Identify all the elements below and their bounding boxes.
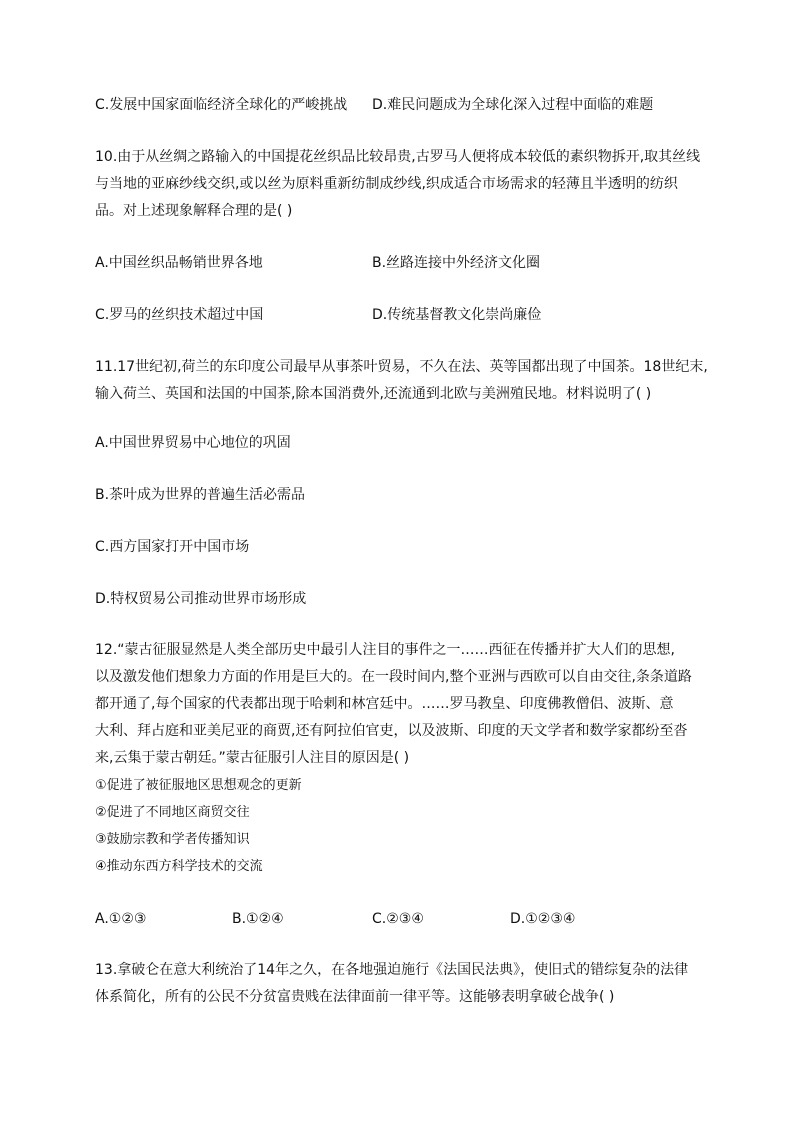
q10-stem-line-1: 10.由于从丝绸之路输入的中国提花丝织品比较昂贵,古罗马人便将成本较低的素织物拆开,取其丝线 — [95, 149, 701, 165]
q12-stem-line-3: 都开通了,每个国家的代表都出现于哈剌和林宫廷中。……罗马教皇、印度佛教僧侣、波斯、意 — [95, 696, 674, 712]
q12-stem-line-5: 来,云集于蒙古朝廷。”蒙古征服引人注目的原因是( ) — [95, 750, 410, 766]
q12-item-1: ①促进了被征服地区思想观念的更新 — [95, 778, 302, 793]
q11-option-b: B.茶叶成为世界的普遍生活必需品 — [95, 487, 306, 503]
q10-option-b: B.丝路连接中外经济文化圈 — [372, 255, 541, 271]
q12-option-d: D.①②③④ — [510, 911, 576, 927]
q12-stem-line-2: 以及激发他们想象力方面的作用是巨大的。在一段时间内,整个亚洲与西欧可以自由交往,条条道路 — [95, 669, 692, 685]
q12-item-3: ③鼓励宗教和学者传播知识 — [95, 832, 250, 847]
q12-option-b: B.①②④ — [232, 911, 284, 927]
q11-option-c: C.西方国家打开中国市场 — [95, 539, 250, 555]
q9-option-c: C.发展中国家面临经济全球化的严峻挑战 — [95, 97, 348, 113]
q12-stem-line-1: 12.“蒙古征服显然是人类全部历史中最引人注目的事件之一……西征在传播并扩大人们的思想, — [95, 642, 675, 658]
q13-stem-line-1: 13.拿破仑在意大利统治了14年之久，在各地强迫施行《法国民法典》，使旧式的错综复杂的法律 — [95, 962, 689, 978]
q12-option-c: C.②③④ — [372, 911, 424, 927]
q12-item-4: ④推动东西方科学技术的交流 — [95, 859, 263, 874]
q12-item-2: ②促进了不同地区商贸交往 — [95, 805, 250, 820]
q12-stem-line-4: 大利、拜占庭和亚美尼亚的商贾,还有阿拉伯官吏，以及波斯、印度的天文学者和数学家都纷至沓 — [95, 723, 688, 739]
q12-option-a: A.①②③ — [95, 911, 147, 927]
q10-stem-line-2: 与当地的亚麻纱线交织,或以丝为原料重新纺制成纱线,织成适合市场需求的轻薄且半透明的纺织 — [95, 176, 678, 192]
q11-option-a: A.中国世界贸易中心地位的巩固 — [95, 435, 291, 451]
q10-stem-line-3: 品。对上述现象解释合理的是( ) — [95, 203, 293, 219]
q13-stem-line-2: 体系简化，所有的公民不分贫富贵贱在法律面前一律平等。这能够表明拿破仑战争( ) — [95, 989, 615, 1005]
q10-option-d: D.传统基督教文化崇尚廉俭 — [372, 307, 542, 323]
q11-stem-line-1: 11.17世纪初,荷兰的东印度公司最早从事茶叶贸易，不久在法、英等国都出现了中国茶。18世纪末, — [95, 359, 708, 375]
q11-option-d: D.特权贸易公司推动世界市场形成 — [95, 591, 307, 607]
q10-option-c: C.罗马的丝织技术超过中国 — [95, 307, 264, 323]
q10-option-a: A.中国丝织品畅销世界各地 — [95, 255, 263, 271]
q11-stem-line-2: 输入荷兰、英国和法国的中国茶,除本国消费外,还流通到北欧与美洲殖民地。材料说明了( ) — [95, 386, 652, 402]
q9-option-d: D.难民问题成为全球化深入过程中面临的难题 — [372, 97, 654, 113]
